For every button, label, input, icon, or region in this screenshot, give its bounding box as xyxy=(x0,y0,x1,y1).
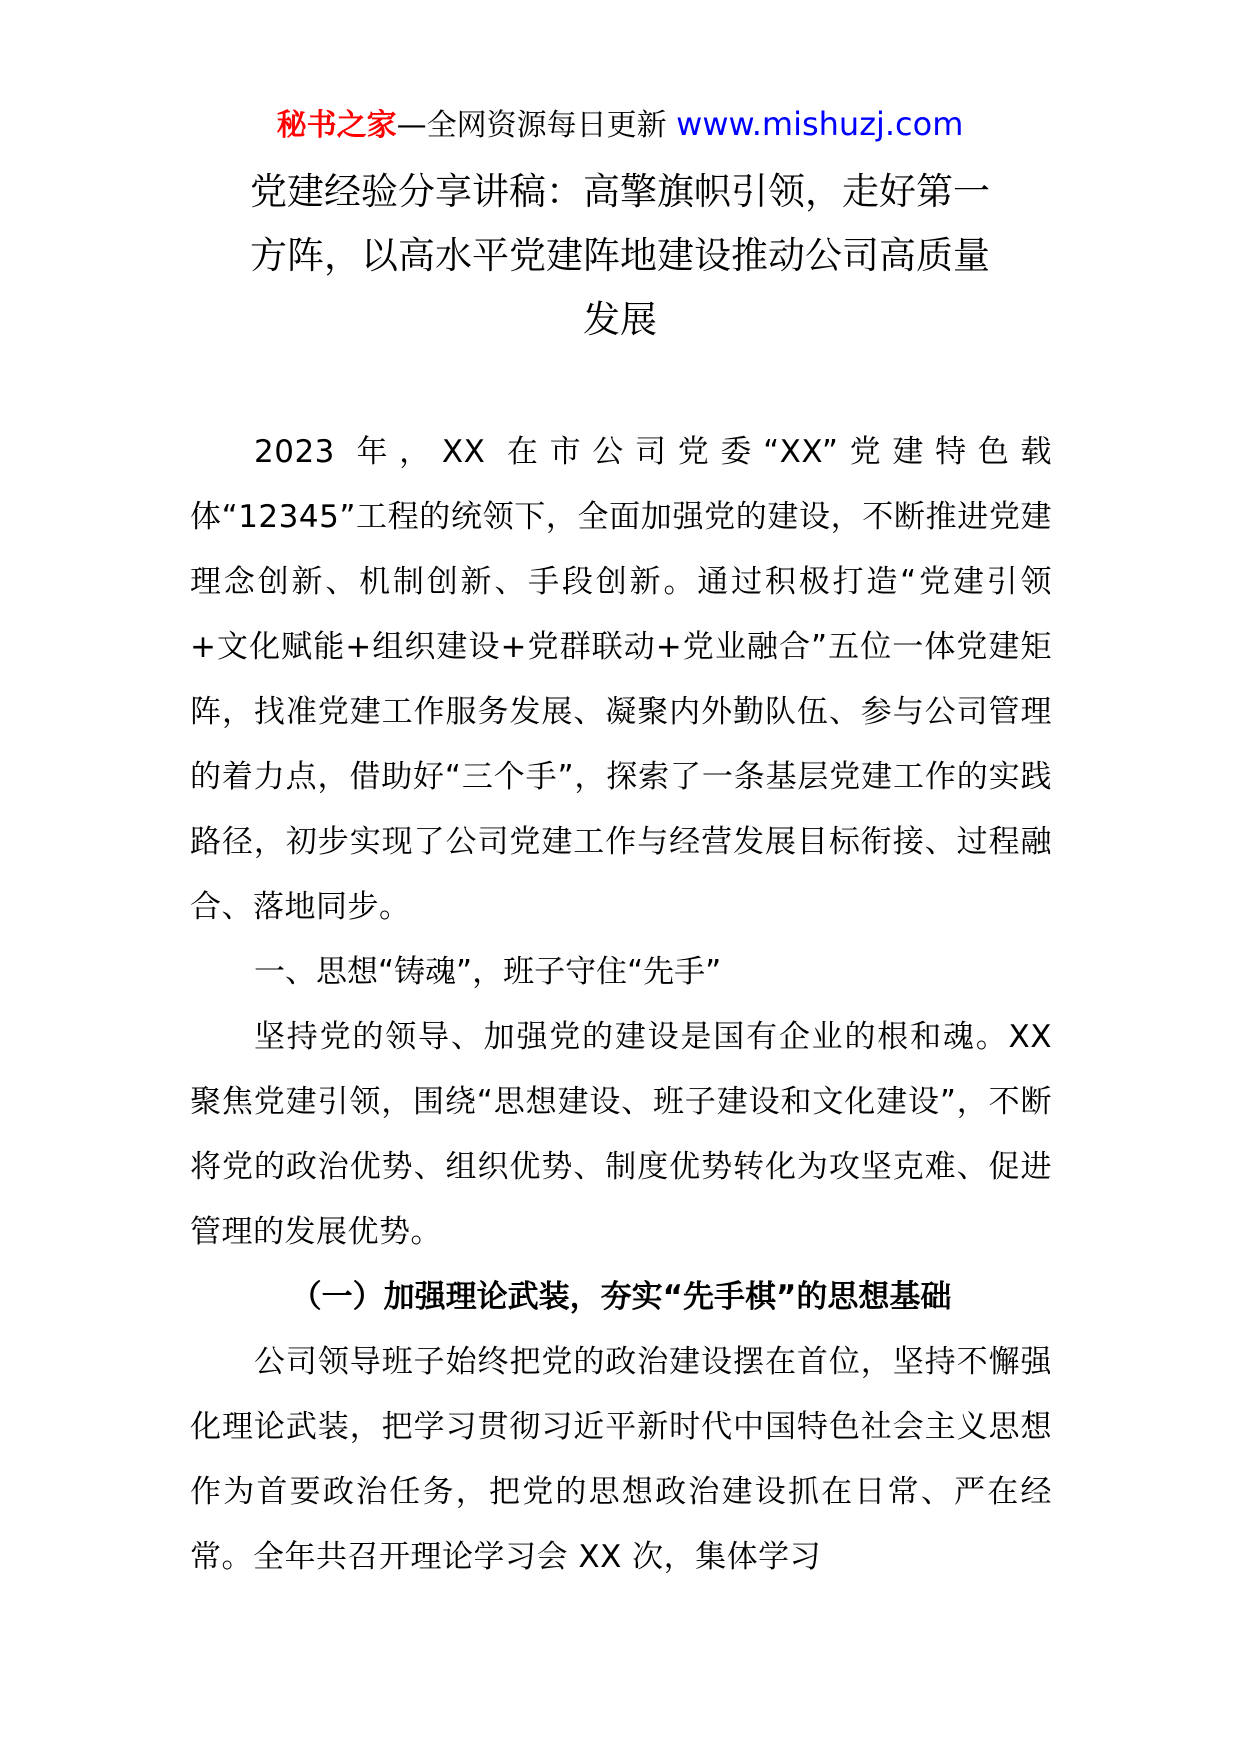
subsection-paragraph-1: 公司领导班子始终把党的政治建设摆在首位，坚持不懈强化理论武装，把学习贯彻习近平新时代中国特色社会主义思想作为首要政治任务，把党的思想政治建设抓在日常、严在经常。全年共召开理论学习会 XX 次，集体学习 xyxy=(190,1344,1052,1575)
site-header xyxy=(0,102,1240,148)
section-heading-1: 一、思想“铸魂”，班子守住“先手” xyxy=(254,954,722,990)
document-title xyxy=(190,160,1050,352)
section-paragraph-1: 坚持党的领导、加强党的建设是国有企业的根和魂。XX 聚焦党建引领，围绕“思想建设、班子建设和文化建设”，不断将党的政治优势、组织优势、制度优势转化为攻坚克难、促进管理的发展优势。 xyxy=(190,1019,1052,1250)
header-tagline: —全网资源每日更新 xyxy=(396,108,667,143)
title-line-3: 发展 xyxy=(583,298,657,341)
title-line-2: 方阵，以高水平党建阵地建设推动公司高质量 xyxy=(250,234,990,277)
brand-name: 秘书之家 xyxy=(276,108,397,143)
title-line-1: 党建经验分享讲稿：高擎旗帜引领，走好第一 xyxy=(250,170,990,213)
site-url-link[interactable]: www.mishuzj.com xyxy=(676,105,964,143)
document-body xyxy=(190,420,1052,1590)
intro-paragraph: 2023 年，XX 在市公司党委“XX”党建特色载体“12345”工程的统领下，全面加强党的建设，不断推进党建理念创新、机制创新、手段创新。通过积极打造“党建引领+文化赋能+组织建设+党群联动+党业融合”五位一体党建矩阵，找准党建工作服务发展、凝聚内外勤队伍、参与公司管理的着力点，借助好“三个手”，探索了一条基层党建工作的实践路径，初步实现了公司党建工作与经营发展目标衔接、过程融合、落地同步。 xyxy=(190,434,1052,925)
subsection-heading-1: （一）加强理论武装，夯实“先手棋”的思想基础 xyxy=(290,1279,952,1315)
